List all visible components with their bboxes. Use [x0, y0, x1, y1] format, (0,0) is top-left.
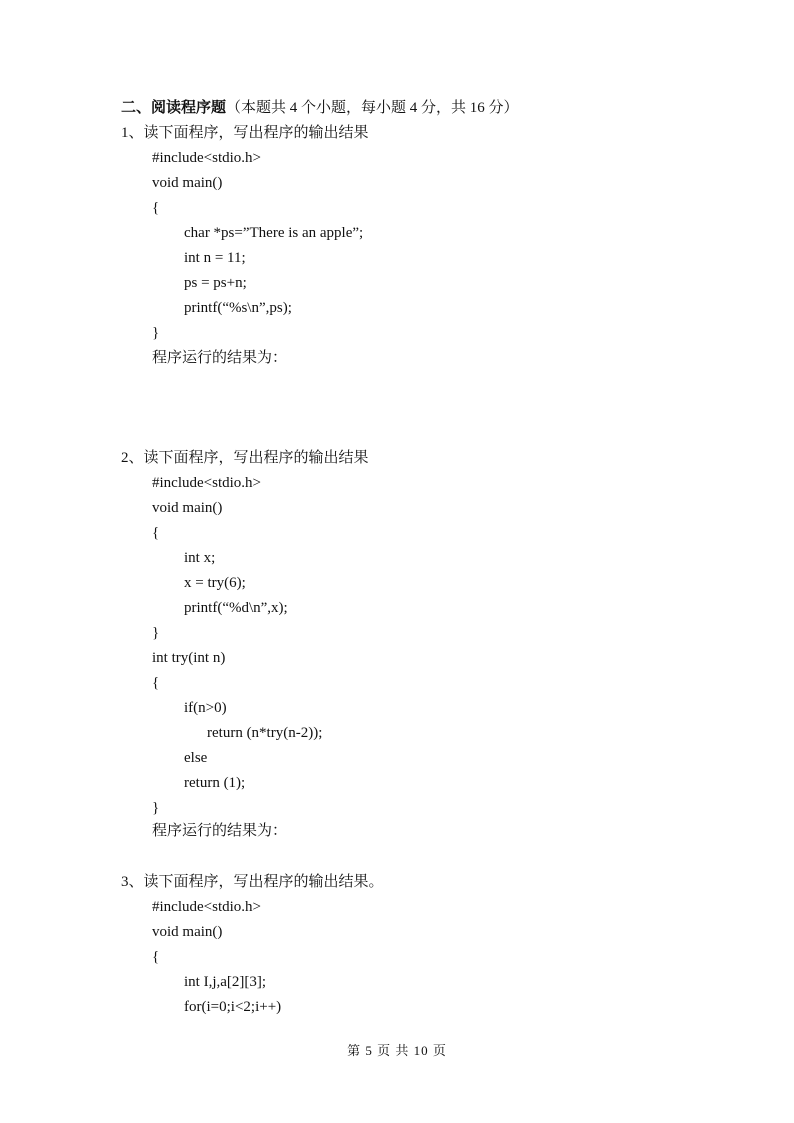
code-line: for(i=0;i<2;i++) — [184, 999, 282, 1015]
code-line: int n = 11; — [184, 250, 246, 266]
code-line: int I,j,a[2][3]; — [184, 974, 267, 990]
section-heading — [121, 98, 519, 118]
code-line: #include<stdio.h> — [152, 899, 261, 915]
code-line: char *ps=”There is an apple”; — [184, 225, 364, 241]
code-line: { — [152, 949, 160, 965]
code-line: { — [152, 200, 160, 216]
code-line: void main() — [152, 175, 223, 191]
code-line: int x; — [184, 550, 216, 566]
code-line: return (n*try(n-2)); — [207, 725, 323, 741]
code-line: } — [152, 325, 160, 341]
code-line: { — [152, 675, 160, 691]
code-line: #include<stdio.h> — [152, 150, 261, 166]
code-line: printf(“%d\n”,x); — [184, 600, 288, 616]
code-line: if(n>0) — [184, 700, 227, 716]
code-line: } — [152, 625, 160, 641]
code-line: void main() — [152, 924, 223, 940]
code-line: ps = ps+n; — [184, 275, 247, 291]
code-line: else — [184, 750, 208, 766]
code-line: void main() — [152, 500, 223, 516]
code-line: return (1); — [184, 775, 246, 791]
question-3-prompt: 3、读下面程序，写出程序的输出结果。 — [121, 874, 384, 890]
question-2-result-label: 程序运行的结果为： — [152, 823, 288, 839]
code-line: #include<stdio.h> — [152, 475, 261, 491]
section-title: 二、阅读程序题 — [121, 100, 227, 116]
page-footer: 第 5 页 共 10 页 — [347, 1043, 447, 1058]
code-line: x = try(6); — [184, 575, 246, 591]
question-2-prompt: 2、读下面程序，写出程序的输出结果 — [121, 450, 369, 466]
code-line: { — [152, 525, 160, 541]
question-1-result-label: 程序运行的结果为： — [152, 350, 288, 366]
section-note: （本题共 4 个小题，每小题 4 分，共 16 分） — [226, 100, 519, 116]
code-line: int try(int n) — [152, 650, 226, 666]
code-line: printf(“%s\n”,ps); — [184, 300, 292, 316]
question-1-prompt: 1、读下面程序，写出程序的输出结果 — [121, 125, 369, 141]
code-line: } — [152, 800, 160, 816]
